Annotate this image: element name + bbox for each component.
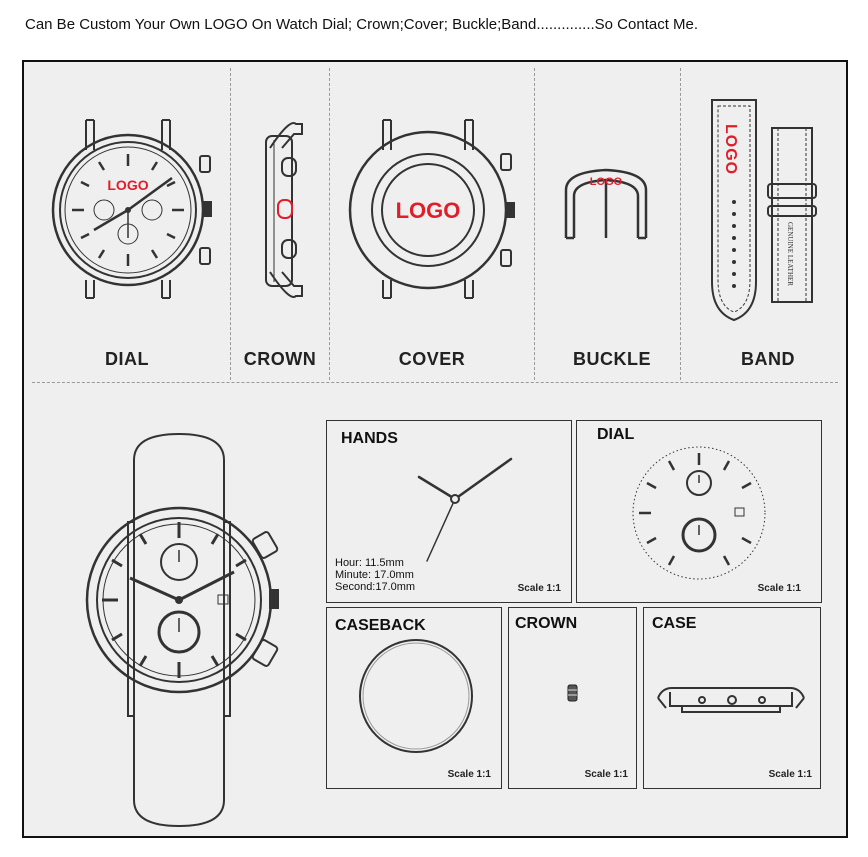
second-length: Second:17.0mm (335, 581, 416, 593)
headline: Can Be Custom Your Own LOGO On Watch Dial; Crown;Cover; Buckle;Band..............So Contact Me. (25, 16, 699, 33)
caseback-drawing (327, 608, 501, 788)
band-drawing (680, 62, 846, 322)
crown-part-drawing (509, 608, 636, 788)
hands-scale: Scale 1:1 (517, 583, 561, 594)
dial-title: DIAL (597, 426, 635, 443)
diagram-frame (22, 60, 848, 838)
crown-watch-drawing (230, 62, 330, 322)
buckle-drawing (534, 62, 680, 322)
caseback-scale: Scale 1:1 (447, 769, 491, 780)
dial-watch-drawing (24, 62, 224, 322)
crown-title: CROWN (515, 615, 578, 632)
hands-title: HANDS (341, 430, 398, 447)
crown-scale: Scale 1:1 (584, 769, 628, 780)
buckle-logo: LOGO (589, 176, 623, 188)
crown-panel (508, 607, 637, 789)
label-cover: COVER (398, 349, 466, 369)
band-print: GENUINE LEATHER (786, 222, 794, 286)
dial-face-drawing (577, 421, 821, 602)
divider (32, 382, 838, 383)
cover-logo: LOGO (395, 198, 461, 223)
band-logo: LOGO (722, 124, 739, 176)
label-crown: CROWN (243, 349, 317, 369)
dial-logo: LOGO (107, 177, 149, 193)
minute-length: Minute: 17.0mm (335, 569, 414, 581)
case-panel (643, 607, 821, 789)
hands-measurements (335, 557, 415, 593)
caseback-title: CASEBACK (335, 617, 426, 634)
dial-scale: Scale 1:1 (757, 583, 801, 594)
case-drawing (644, 608, 820, 788)
label-band: BAND (741, 349, 795, 369)
dial-panel (576, 420, 822, 603)
hour-length: Hour: 11.5mm (335, 557, 404, 569)
cover-watch-drawing (329, 62, 534, 322)
case-title: CASE (652, 615, 697, 632)
case-scale: Scale 1:1 (768, 769, 812, 780)
hands-panel (326, 420, 572, 603)
label-dial: DIAL (105, 349, 149, 369)
full-watch-drawing (84, 430, 284, 830)
label-buckle: BUCKLE (573, 349, 651, 369)
caseback-panel (326, 607, 502, 789)
